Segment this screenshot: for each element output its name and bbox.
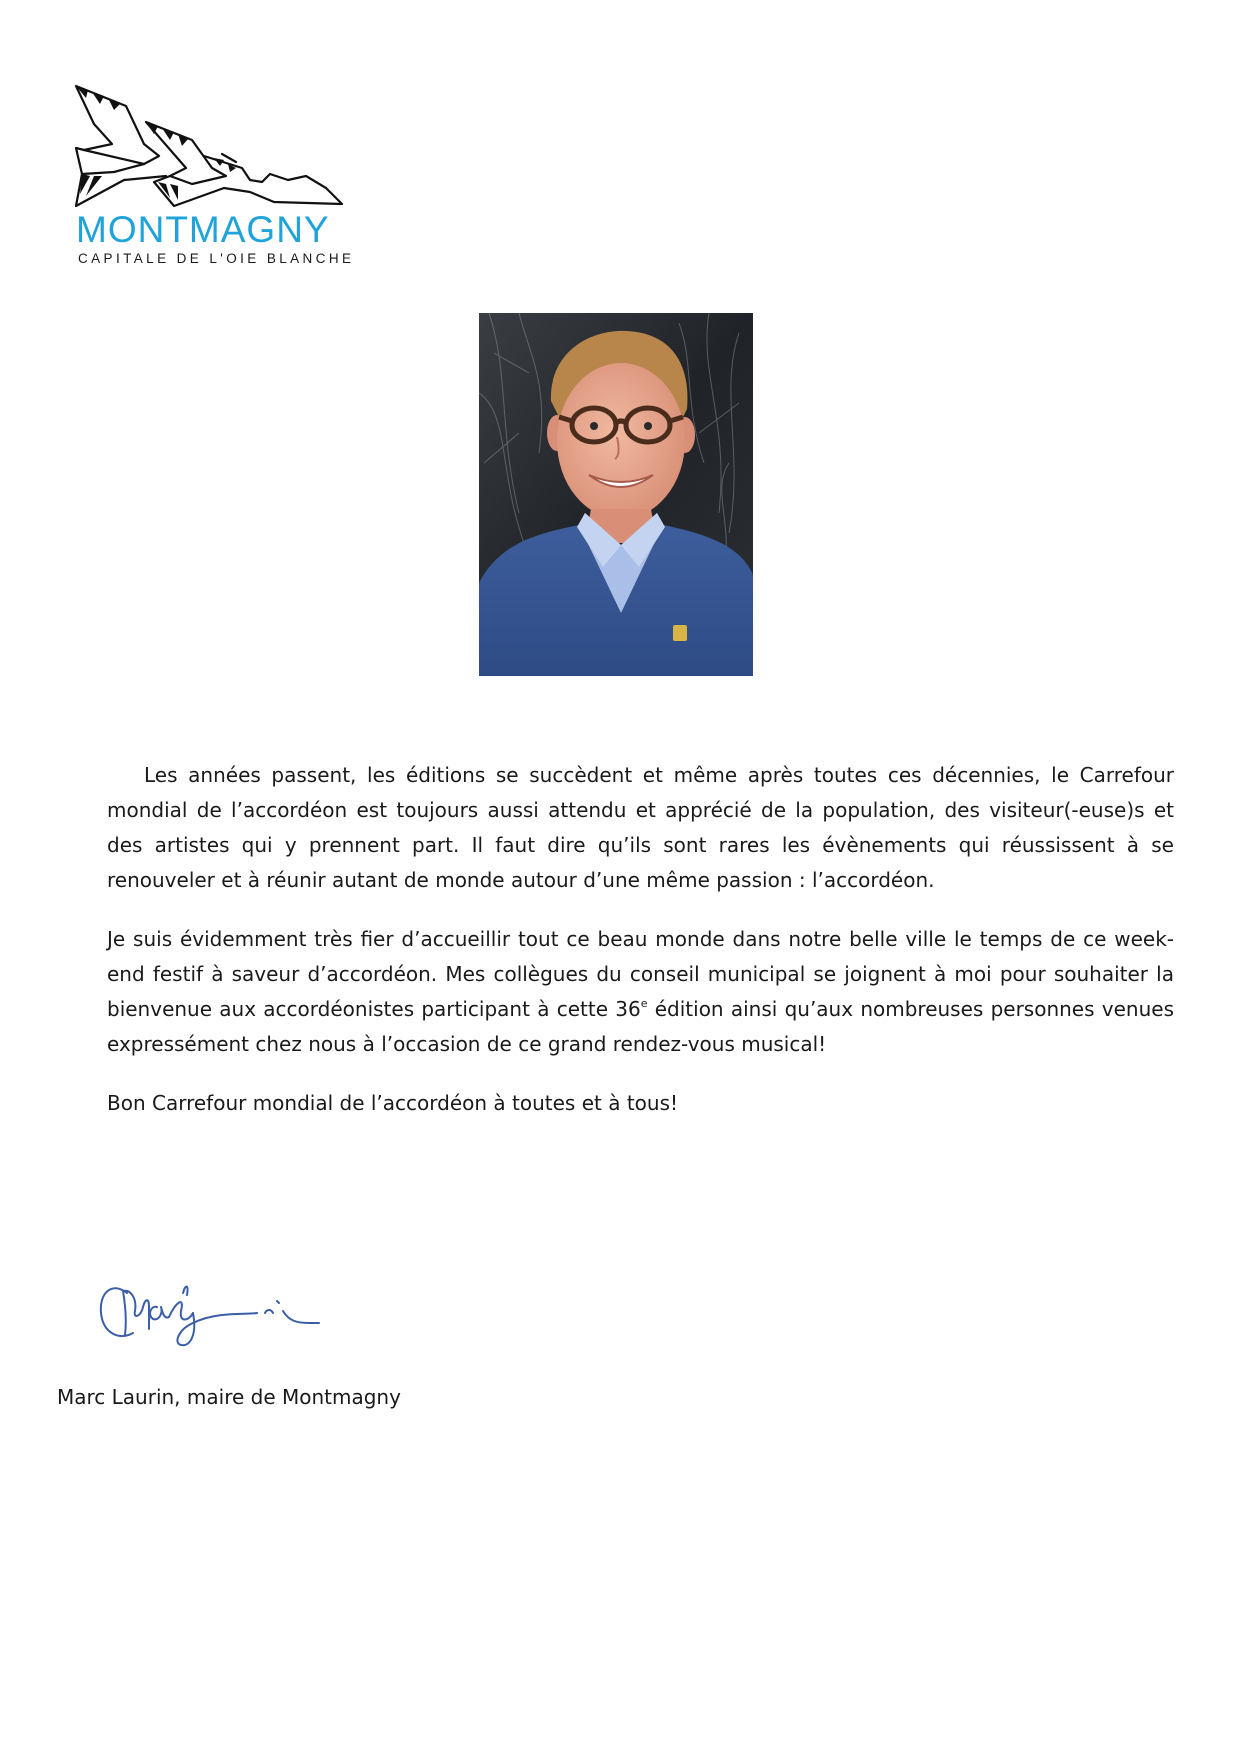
handwritten-signature bbox=[97, 1263, 322, 1358]
logo-tagline: CAPITALE DE L'OIE BLANCHE bbox=[78, 251, 355, 266]
signature-caption: Marc Laurin, maire de Montmagny bbox=[57, 1385, 401, 1409]
logo-city-name: MONTMAGNY bbox=[76, 209, 330, 250]
letter-paragraph-2: Je suis évidemment très fier d’accueillir tout ce beau monde dans notre belle ville le temps de ce week-end festif à saveur d’accordéon. Mes collègues du conseil municipal se joignent à moi pour souhaiter la bienvenue aux accordéonistes participant à cette 36e édition ainsi qu’aux nombreuses personnes venues expressément chez nous à l’occasion de ce grand rendez-vous musical! bbox=[107, 927, 1174, 1056]
letter-paragraph-1: Les années passent, les éditions se succèdent et même après toutes ces décennies, le Carrefour mondial de l’accordéon est toujours aussi attendu et apprécié de la population, des visiteur(-euse)s et des artistes qui y prennent part. Il faut dire qu’ils sont rares les évènements qui réussissent à se renouveler et à réunir autant de monde autour d’une même passion : l’accordéon. bbox=[107, 763, 1174, 892]
snow-geese-icon bbox=[74, 84, 344, 209]
letter-paragraph-3: Bon Carrefour mondial de l’accordéon à toutes et à tous! bbox=[107, 1091, 679, 1115]
letter-body bbox=[107, 758, 1174, 1145]
mayor-portrait-photo bbox=[479, 313, 753, 676]
montmagny-logo bbox=[74, 84, 355, 269]
